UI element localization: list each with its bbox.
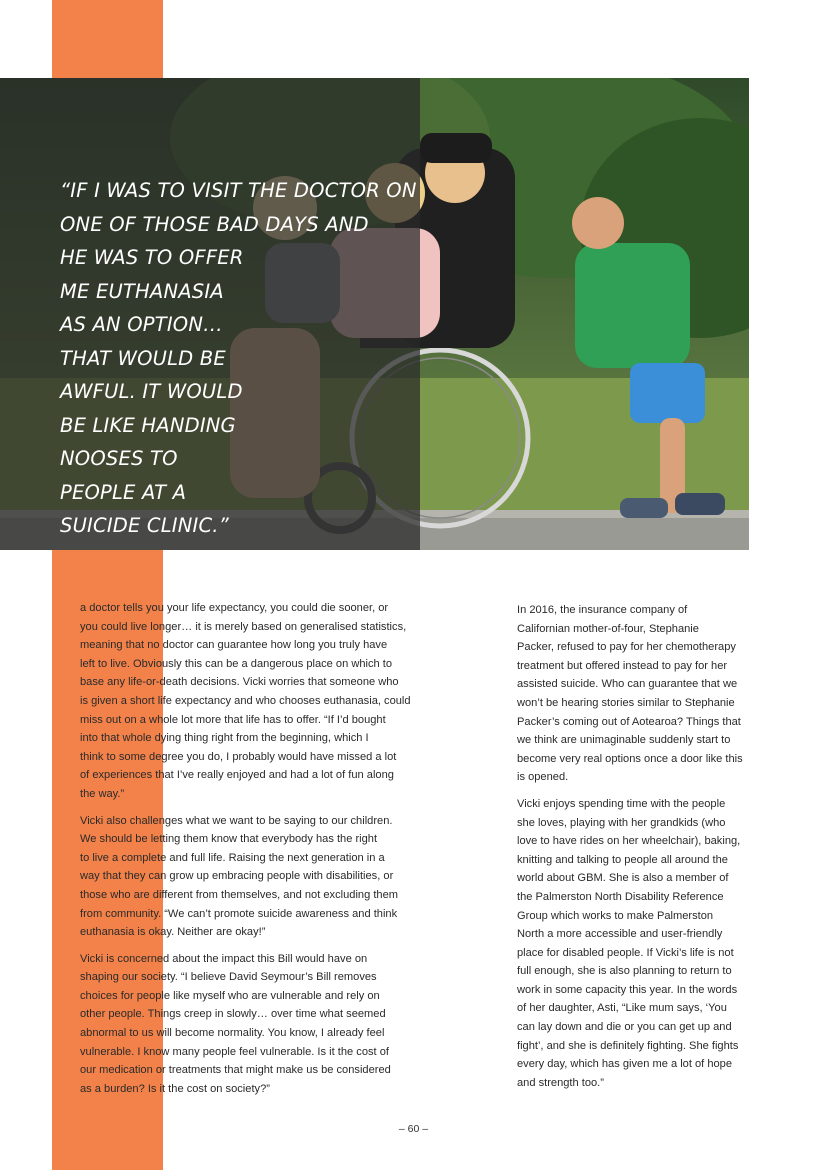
left-paragraph: Vicki also challenges what we want to be saying to our children. We should be letting them know that everybody has the right to live a complete and full life. Raising the next generation in a way that they can grow up embracing people with disabilities, or those who are different from themselves, and not excluding them from community. “We can’t promote suicide awareness and think euthanasia is okay. Neither are okay!” [80,814,398,939]
left-paragraph: Vicki is concerned about the impact this Bill would have on shaping our society. “I believe David Seymour’s Bill removes choices for people like myself who are vulnerable and rely on other people. Things creep in slowly… over time what seemed abnormal to us will become normality. You know, I already feel vulnerable. I know many people feel vulnerable. Is it the cost of our medication or treatments that might make us be considered as a burden? Is it the cost on society?” [80,952,391,1095]
right-column [517,601,757,1100]
right-paragraph: In 2016, the insurance company of Californian mother-of-four, Stephanie Packer, refused to pay for her chemotherapy treatment but offered instead to pay for her assisted suicide. Who can guarantee that we won’t be hearing stories similar to Stephanie Packer’s coming out of Aotearoa? Things that we think are unimaginable suddenly start to become very real options once a door like this is opened. [517,604,743,784]
page-number: – 60 – [398,1123,429,1135]
left-column [80,599,420,1106]
left-paragraph: a doctor tells you your life expectancy, you could die sooner, or you could live longer… it is merely based on generalised statistics, meaning that no doctor can guarantee how long you truly have left to live. Obviously this can be a dangerous place on which to base any life-or-death decisions. Vicki worries that someone who is given a short life expectancy and who chooses euthanasia, could miss out on a whole lot more that life has to offer. “If I’d bought into that whole dying thing right from the beginning, which I think to some degree you do, I probably would have missed a lot of experiences that I’ve really enjoyed and had a lot of fun along the way.” [80,602,411,800]
right-paragraph: Vicki enjoys spending time with the people she loves, playing with her grandkids (who love to have rides on her wheelchair), baking, knitting and talking to people all around the world about GBM. She is also a member of the Palmerston North Disability Reference Group which works to make Palmerston North a more accessible and user-friendly place for disabled people. If Vicki’s life is not full enough, she is also planning to return to work in some capacity this year. In the words of her daughter, Asti, “Like mum says, ‘You can lay down and die or you can get up and fight’, and she is definitely fighting. She fights every day, which has given me a lot of hope and strength too.” [517,797,741,1089]
quote-overlay [0,78,420,550]
pull-quote: “IF I WAS TO VISIT THE DOCTOR ON ONE OF THOSE BAD DAYS AND HE WAS TO OFFER ME EUTHANASIA AS AN OPTION… THAT WOULD BE AWFUL. IT WOULD BE LIKE HANDING NOOSES TO PEOPLE AT A SUICIDE CLINIC.” [60,179,417,537]
hero-photo [0,78,749,550]
